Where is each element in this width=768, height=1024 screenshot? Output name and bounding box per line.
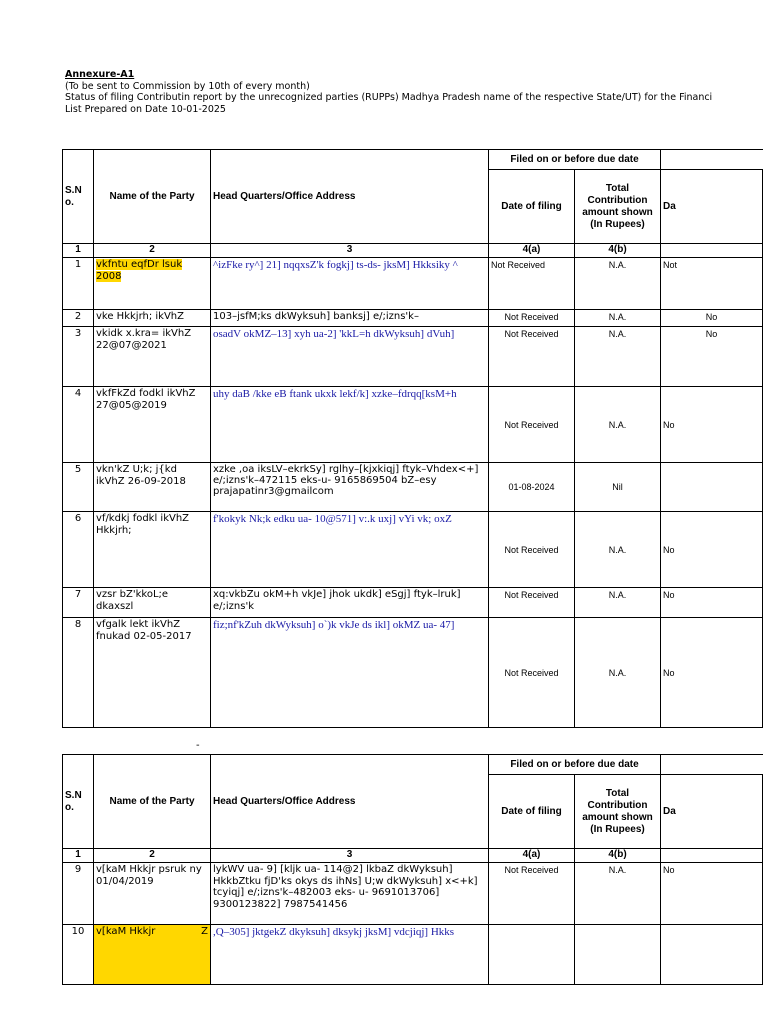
row-sno: 1 bbox=[63, 258, 94, 310]
filing-date bbox=[489, 925, 575, 985]
row-sno: 9 bbox=[63, 863, 94, 925]
filing-date: Not Received bbox=[489, 863, 575, 925]
party-name: vkn'kZ U;k; j{kd ikVhZ 26-09-2018 bbox=[94, 463, 211, 512]
party-name-tail: Z bbox=[201, 926, 208, 937]
table-row bbox=[63, 618, 763, 728]
separator-dash: - bbox=[196, 740, 200, 751]
next-col-value: No bbox=[661, 387, 763, 463]
col-address-header: Head Quarters/Office Address bbox=[211, 755, 489, 849]
contribution-amount: N.A. bbox=[575, 327, 661, 387]
contribution-amount: N.A. bbox=[575, 512, 661, 588]
table-row bbox=[63, 310, 763, 327]
contribution-amount bbox=[575, 925, 661, 985]
col-party-header: Name of the Party bbox=[94, 755, 211, 849]
party-address: xq:vkbZu okM+h vkJe] jhok ukdk] eSgj] ftyk–lruk] e/;izns'k bbox=[211, 588, 489, 618]
contribution-amount: N.A. bbox=[575, 618, 661, 728]
filing-date: Not Received bbox=[489, 512, 575, 588]
col-date-header: Date of filing bbox=[489, 170, 575, 244]
col-num-4a: 4(a) bbox=[489, 244, 575, 258]
party-address: osadV okMZ–13] xyh ua-2] 'kkL=h dkWyksuh] dVuh] bbox=[211, 327, 489, 387]
col-num-1: 1 bbox=[63, 244, 94, 258]
party-name: vf/kdkj fodkl ikVhZ Hkkjrh; bbox=[94, 512, 211, 588]
filing-date: Not Received bbox=[489, 327, 575, 387]
contribution-amount: N.A. bbox=[575, 387, 661, 463]
party-address: ,Q–305] jktgekZ dkyksuh] dksykj jksM] vdcjiqj] Hkks bbox=[211, 925, 489, 985]
col-party-header: Name of the Party bbox=[94, 150, 211, 244]
document-header bbox=[65, 69, 713, 115]
col-sno-header: S.N o. bbox=[63, 755, 94, 849]
col-date-header: Date of filing bbox=[489, 775, 575, 849]
header-line-3: List Prepared on Date 10-01-2025 bbox=[65, 103, 226, 115]
row-sno: 3 bbox=[63, 327, 94, 387]
party-address: ^izFke ry^] 21] nqqxsZ'k fogkj] ts-ds- jksM] Hkksiky ^ bbox=[211, 258, 489, 310]
party-address: lykWV ua- 9] [kljk ua- 114@2] lkbaZ dkWyksuh] HkkbZtku fjD'ks okys ds ihNs] U;w dkWyksuh] x<+k] tcyiqj] e/;izns'k–482003 eks- u- 9691013706] 9300123822] 7987541456 bbox=[211, 863, 489, 925]
contribution-amount: Nil bbox=[575, 463, 661, 512]
party-name: vzsr bZ'kkoL;e dkaxszl bbox=[94, 588, 211, 618]
table-row bbox=[63, 512, 763, 588]
party-table-1 bbox=[62, 149, 718, 728]
party-address: xzke ,oa iksLV–ekrkSy] rglhy–[kjxkiqj] ftyk–Vhdex<+] e/;izns'k–472115 eks-u- 9165869504 bZ–esy prajapatinr3@gmailcom bbox=[211, 463, 489, 512]
party-name: vkfFkZd fodkl ikVhZ 27@05@2019 bbox=[94, 387, 211, 463]
party-address: f'kokyk Nk;k edku ua- 10@571] v:.k uxj] vYi vk; oxZ bbox=[211, 512, 489, 588]
next-col-value: No bbox=[661, 327, 763, 387]
filing-date: Not Received bbox=[489, 618, 575, 728]
col-next-header: Da bbox=[661, 170, 763, 244]
next-col-value: No bbox=[661, 618, 763, 728]
filing-date: Not Received bbox=[489, 588, 575, 618]
col-num-4b: 4(b) bbox=[575, 244, 661, 258]
row-sno: 10 bbox=[63, 925, 94, 985]
col-num-4b: 4(b) bbox=[575, 849, 661, 863]
row-sno: 6 bbox=[63, 512, 94, 588]
row-sno: 8 bbox=[63, 618, 94, 728]
table-row bbox=[63, 588, 763, 618]
next-col-value: Not bbox=[661, 258, 763, 310]
col-group-header: Filed on or before due date bbox=[489, 150, 661, 170]
col-num-3: 3 bbox=[211, 849, 489, 863]
row-sno: 7 bbox=[63, 588, 94, 618]
col-num-2: 2 bbox=[94, 244, 211, 258]
col-num-1: 1 bbox=[63, 849, 94, 863]
next-col-value: No bbox=[661, 863, 763, 925]
col-num-3: 3 bbox=[211, 244, 489, 258]
col-amount-header: Total Contribution amount shown (In Rupees) bbox=[575, 775, 661, 849]
row-sno: 5 bbox=[63, 463, 94, 512]
filing-date: Not Received bbox=[489, 258, 575, 310]
party-table-2 bbox=[62, 754, 702, 1024]
contribution-amount: N.A. bbox=[575, 588, 661, 618]
col-num-4a: 4(a) bbox=[489, 849, 575, 863]
party-name: vkfntu eqfDr lsuk 2008 bbox=[96, 259, 183, 282]
party-address: fiz;nf'kZuh dkWyksuh] o`)k vkJe ds ikl] okMZ ua- 47] bbox=[211, 618, 489, 728]
next-col-value: No bbox=[661, 588, 763, 618]
col-sno-header: S.N o. bbox=[63, 150, 94, 244]
contribution-amount: N.A. bbox=[575, 310, 661, 327]
table-row bbox=[63, 925, 763, 985]
row-sno: 2 bbox=[63, 310, 94, 327]
annexure-title: Annexure-A1 bbox=[65, 69, 135, 80]
table-row bbox=[63, 463, 763, 512]
header-line-2: Status of filing Contributin report by the unrecognized parties (RUPPs) Madhya Pradesh name of the respective State/UT) for the Financi bbox=[65, 92, 713, 103]
filing-date: 01-08-2024 bbox=[489, 463, 575, 512]
party-address: 103–jsfM;ks dkWyksuh] banksj] e/;izns'k– bbox=[211, 310, 489, 327]
next-col-value bbox=[661, 925, 763, 985]
col-amount-header: Total Contribution amount shown (In Rupees) bbox=[575, 170, 661, 244]
row-sno: 4 bbox=[63, 387, 94, 463]
party-name: v[kaM Hkkjr psruk ny 01/04/2019 bbox=[94, 863, 211, 925]
header-line-1: (To be sent to Commission by 10th of every month) bbox=[65, 80, 310, 92]
table-row bbox=[63, 258, 763, 310]
party-name: v[kaM Hkkjr bbox=[96, 926, 156, 937]
table-row bbox=[63, 863, 763, 925]
col-group-header: Filed on or before due date bbox=[489, 755, 661, 775]
party-name: vke Hkkjrh; ikVhZ bbox=[94, 310, 211, 327]
filing-date: Not Received bbox=[489, 387, 575, 463]
next-col-value bbox=[661, 463, 763, 512]
table-row bbox=[63, 387, 763, 463]
table-row bbox=[63, 327, 763, 387]
party-address: uhy daB /kke eB ftank ukxk lekf/k] xzke–fdrqq[ksM+h bbox=[211, 387, 489, 463]
next-col-value: No bbox=[661, 310, 763, 327]
col-num-2: 2 bbox=[94, 849, 211, 863]
col-address-header: Head Quarters/Office Address bbox=[211, 150, 489, 244]
filing-date: Not Received bbox=[489, 310, 575, 327]
contribution-amount: N.A. bbox=[575, 863, 661, 925]
contribution-amount: N.A. bbox=[575, 258, 661, 310]
next-col-value: No bbox=[661, 512, 763, 588]
party-name: vfgalk lekt ikVhZ fnukad 02-05-2017 bbox=[94, 618, 211, 728]
col-next-header: Da bbox=[661, 775, 763, 849]
party-name: vkidk x.kra= ikVhZ 22@07@2021 bbox=[94, 327, 211, 387]
